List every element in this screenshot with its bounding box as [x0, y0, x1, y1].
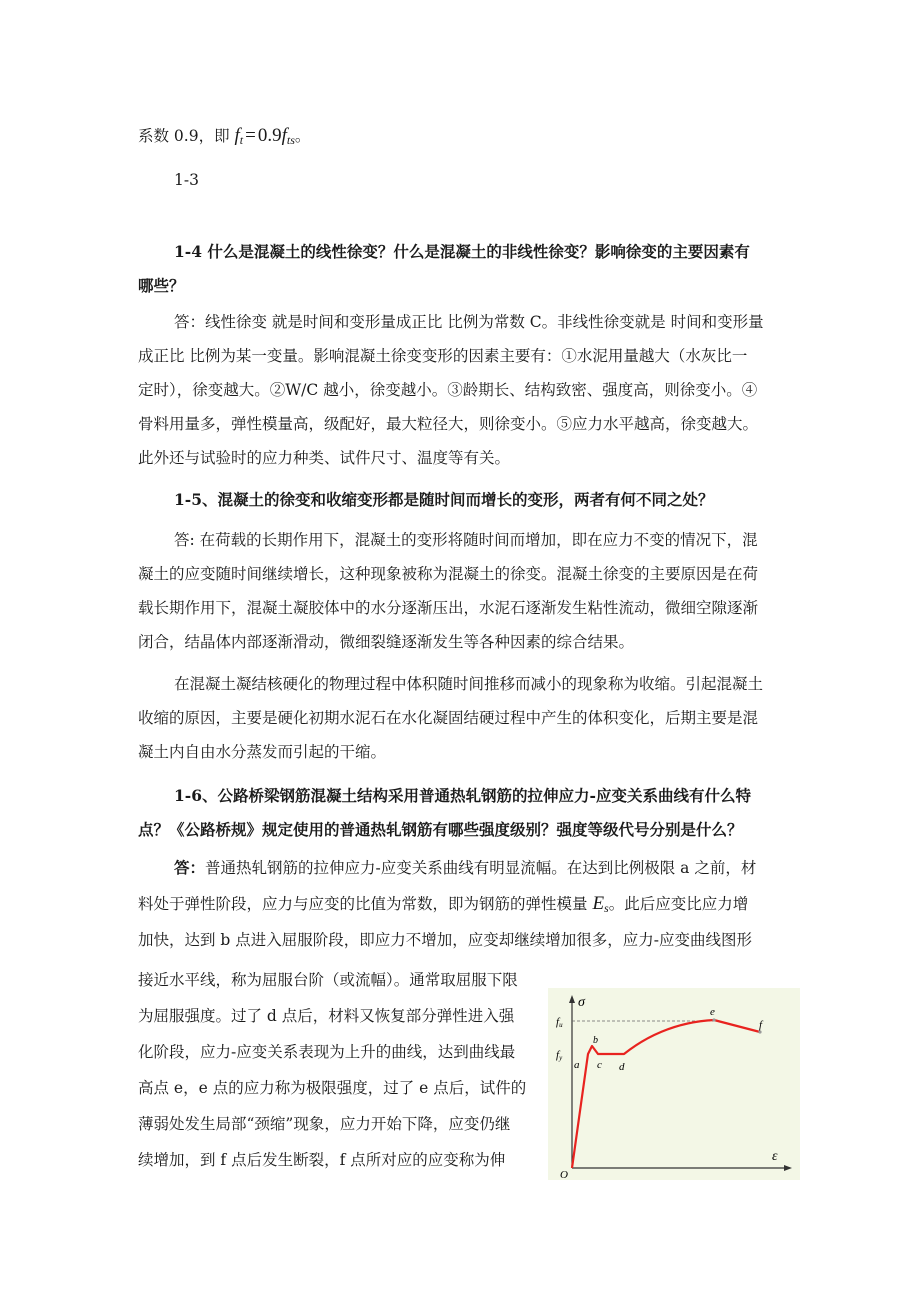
intro-suffix: 。	[294, 127, 311, 145]
point-c-label: c	[597, 1059, 602, 1071]
stress-strain-curve	[572, 1020, 760, 1168]
answer-second-prefix: 料处于弹性阶段，应力与应变的比值为常数，即为钢筋的弹性模量	[138, 895, 593, 913]
item-1-3: 1-3	[174, 171, 199, 189]
intro-prefix: 系数 0.9，即	[138, 127, 235, 145]
formula-eq: =	[245, 125, 256, 146]
fy-label-base: f	[556, 1049, 560, 1061]
x-axis-label: ε	[772, 1149, 778, 1164]
intro-line	[138, 126, 310, 150]
point-d-label: d	[619, 1061, 625, 1073]
q1-6-narrow-line-2: 为屈服强度。过了 d 点后，材料又恢复部分弹性进入强	[138, 1007, 515, 1025]
q1-5-title: 1-5、混凝土的徐变和收缩变形都是随时间而增长的变形，两者有何不同之处？	[174, 490, 714, 509]
q1-4-answer-line-3: 定时），徐变越大。②W/C 越小，徐变越小。③龄期长、结构致密、强度高，则徐变小。④	[138, 381, 758, 399]
q1-6-narrow-line-5: 薄弱处发生局部“颈缩”现象，应力开始下降，应变仍继	[138, 1115, 511, 1133]
point-f-label: f	[759, 1019, 763, 1031]
stress-strain-diagram	[548, 988, 800, 1180]
point-e-marker	[712, 1018, 715, 1021]
point-a-label: a	[574, 1059, 580, 1071]
point-e-label: e	[710, 1006, 715, 1018]
origin-label: O	[560, 1169, 568, 1180]
q1-4-answer-line-4: 骨料用量多，弹性模量高，级配好，最大粒径大，则徐变小。⑤应力水平越高，徐变越大。	[138, 415, 759, 433]
q1-6-narrow-line-3: 化阶段，应力-应变关系表现为上升的曲线，达到曲线最	[138, 1043, 516, 1061]
q1-6-answer-line-3: 加快，达到 b 点进入屈服阶段，即应力不增加，应变却继续增加很多，应力-应变曲线图形	[138, 931, 753, 949]
q1-6-narrow-line-4: 高点 e，e 点的应力称为极限强度，过了 e 点后，试件的	[138, 1079, 527, 1097]
fu-label-base: f	[556, 1016, 560, 1028]
stress-strain-figure	[548, 988, 800, 1180]
q1-5-para1-line-4: 闭合，结晶体内部逐渐滑动，微细裂缝逐渐发生等各种因素的综合结果。	[138, 633, 635, 651]
q1-5-para1-line-1: 答: 在荷载的长期作用下，混凝土的变形将随时间而增加，即在应力不变的情况下，混	[174, 531, 758, 549]
q1-6-title-line-2: 点？《公路桥规》规定使用的普通热轧钢筋有哪些强度级别？强度等级代号分别是什么？	[138, 820, 743, 839]
answer-label: 答：	[174, 858, 206, 877]
q1-5-para1-line-3: 载长期作用下，混凝土凝胶体中的水分逐渐压出，水泥石逐渐发生粘性流动，微细空隙逐渐	[138, 599, 759, 617]
q1-5-para1-line-2: 凝土的应变随时间继续增长，这种现象被称为混凝土的徐变。混凝土徐变的主要原因是在荷	[138, 565, 759, 583]
fy-label-sub: y	[559, 1054, 563, 1062]
q1-6-answer-line-2	[138, 894, 748, 918]
formula-ft	[235, 125, 295, 146]
q1-4-title-line-1: 1-4 什么是混凝土的线性徐变？什么是混凝土的非线性徐变？影响徐变的主要因素有	[174, 242, 750, 261]
modulus-base: E	[592, 893, 605, 914]
q1-4-title-line-2: 哪些？	[138, 276, 185, 295]
q1-5-para2-line-3: 凝土内自由水分蒸发而引起的干缩。	[138, 743, 387, 761]
formula-lhs: f	[234, 125, 240, 146]
q1-6-title-line-1: 1-6、公路桥梁钢筋混凝土结构采用普通热轧钢筋的拉伸应力-应变关系曲线有什么特	[174, 786, 751, 805]
q1-5-para2-line-1: 在混凝土凝结核硬化的物理过程中体积随时间推移而减小的现象称为收缩。引起混凝土	[174, 675, 764, 693]
y-axis-label: σ	[578, 995, 585, 1010]
formula-es	[592, 893, 608, 914]
q1-4-answer-line-5: 此外还与试验时的应力种类、试件尺寸、温度等有关。	[138, 449, 511, 467]
q1-4-answer-line-1: 答：线性徐变 就是时间和变形量成正比 比例为常数 C。非线性徐变就是 时间和变形量	[174, 313, 764, 331]
x-axis-arrow	[784, 1165, 792, 1171]
fy-label	[556, 1049, 563, 1062]
fu-label	[556, 1016, 563, 1029]
answer-second-suffix: 。此后应变比应力增	[608, 895, 749, 913]
formula-lhs-sub: t	[239, 133, 244, 147]
q1-6-narrow-line-6: 续增加，到 f 点后发生断裂，f 点所对应的应变称为伸	[138, 1151, 506, 1169]
fu-label-sub: u	[559, 1021, 563, 1029]
q1-6-narrow-line-1: 接近水平线，称为屈服台阶（或流幅）。通常取屈服下限	[138, 971, 518, 989]
formula-coef: 0.9	[257, 125, 282, 146]
q1-6-answer-line-1	[174, 858, 756, 878]
formula-rhs-sub: ts	[286, 133, 295, 147]
q1-5-para2-line-2: 收缩的原因，主要是硬化初期水泥石在水化凝固结硬过程中产生的体积变化，后期主要是混	[138, 709, 759, 727]
answer-first-text: 普通热轧钢筋的拉伸应力-应变关系曲线有明显流幅。在达到比例极限 a 之前，材	[205, 859, 757, 877]
y-axis-arrow	[569, 995, 575, 1003]
q1-4-answer-line-2: 成正比 比例为某一变量。影响混凝土徐变变形的因素主要有：①水泥用量越大（水灰比一	[138, 347, 748, 365]
modulus-sub: s	[604, 901, 609, 915]
point-b-label: b	[593, 1035, 598, 1046]
formula-rhs: f	[281, 125, 287, 146]
